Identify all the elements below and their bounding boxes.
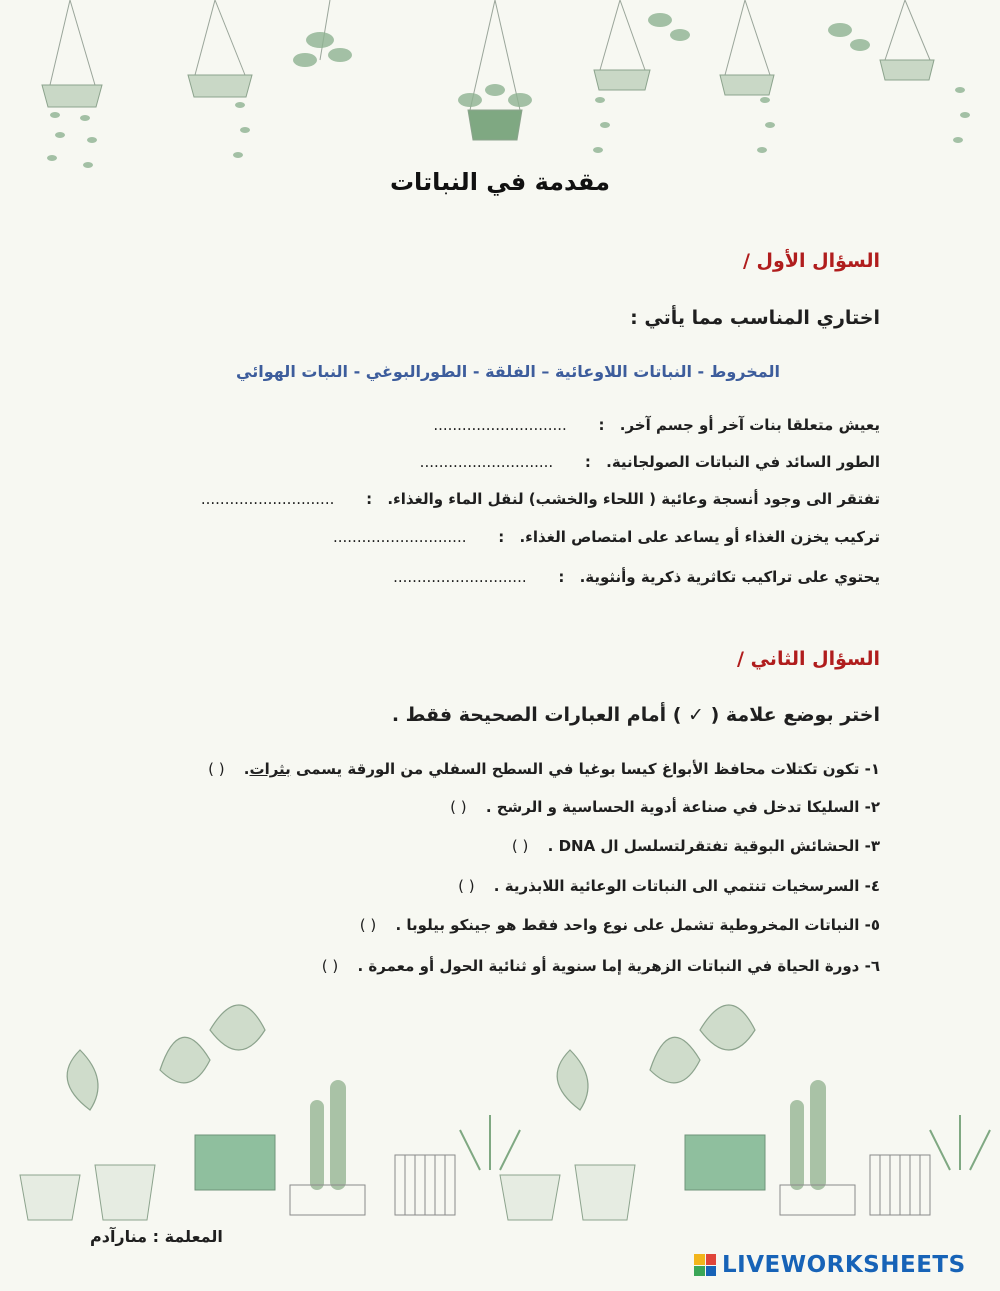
answer-box[interactable]: ( ) bbox=[511, 837, 529, 855]
answer-blank[interactable]: ............................ bbox=[393, 568, 527, 586]
choice-bank: المخروط - النباتات اللاوعائية – الفلقة - الطورالبوغي - النبات الهوائي bbox=[236, 362, 780, 381]
answer-blank[interactable]: ............................ bbox=[200, 490, 335, 508]
fill-item-4 bbox=[333, 528, 880, 546]
fill-separator: : bbox=[584, 453, 591, 471]
instruction-part: اختر بوضع علامة bbox=[725, 704, 880, 726]
item-text: دورة الحياة في النباتات الزهرية إما سنوية أو ثنائية الحول أو معمرة . bbox=[357, 957, 860, 975]
brand-logo bbox=[694, 1252, 966, 1278]
checkmark-icon: ( ✓ ) bbox=[672, 704, 720, 726]
brand-name: LIVEWORKSHEETS bbox=[722, 1252, 966, 1278]
question-2-heading: السؤال الثاني / bbox=[737, 648, 880, 670]
item-number: ٤- bbox=[864, 877, 880, 895]
answer-box[interactable]: ( ) bbox=[450, 798, 467, 816]
item-text: السرسخيات تنتمي الى النباتات الوعائية اللابذرية . bbox=[493, 877, 860, 895]
fill-separator: : bbox=[598, 416, 605, 434]
answer-blank[interactable]: ............................ bbox=[433, 416, 567, 434]
page-title: مقدمة في النباتات bbox=[389, 168, 611, 196]
fill-item-text: يحتوي على تراكيب تكاثرية ذكرية وأنثوية. bbox=[579, 568, 880, 586]
instruction-part: أمام العبارات الصحيحة فقط . bbox=[391, 704, 667, 726]
tf-item-2 bbox=[450, 798, 880, 816]
tf-item-1 bbox=[208, 760, 880, 778]
fill-separator: : bbox=[498, 528, 505, 546]
item-number: ٦- bbox=[864, 957, 880, 975]
underlined-term: بثرات bbox=[249, 760, 291, 778]
fill-separator: : bbox=[366, 490, 373, 508]
fill-item-text: تركيب يخزن الغذاء أو يساعد على امتصاص الغذاء. bbox=[519, 528, 880, 546]
item-number: ٢- bbox=[864, 798, 880, 816]
teacher-name: المعلمة : منارآدم bbox=[90, 1227, 223, 1246]
item-number: ٣- bbox=[864, 837, 880, 855]
answer-box[interactable]: ( ) bbox=[359, 916, 377, 934]
fill-item-text: تفتقر الى وجود أنسجة وعائية ( اللحاء والخشب) لنقل الماء والغذاء. bbox=[387, 490, 880, 508]
fill-item-2 bbox=[420, 453, 880, 471]
answer-box[interactable]: ( ) bbox=[321, 957, 339, 975]
item-text: تكون تكتلات محافظ الأبواغ كيسا بوغيا في السطح السفلي من الورقة يسمى bbox=[296, 760, 860, 778]
potted-plants-decoration bbox=[0, 990, 1000, 1230]
tf-item-5 bbox=[360, 916, 880, 934]
item-text: الحشائش البوقية تفتقرلتسلسل ال DNA . bbox=[547, 837, 860, 855]
item-number: ١- bbox=[864, 760, 880, 778]
tf-item-6 bbox=[322, 957, 880, 975]
fill-item-text: الطور السائد في النباتات الصولجانية. bbox=[606, 453, 880, 471]
item-text: النباتات المخروطية تشمل على نوع واحد فقط هو جينكو بيلوبا . bbox=[395, 916, 860, 934]
answer-box[interactable]: ( ) bbox=[458, 877, 475, 895]
fill-item-1 bbox=[433, 416, 880, 434]
fill-separator: : bbox=[558, 568, 565, 586]
answer-box[interactable]: ( ) bbox=[208, 760, 225, 778]
fill-item-5 bbox=[393, 568, 880, 586]
tf-item-3 bbox=[512, 837, 880, 855]
item-number: ٥- bbox=[864, 916, 880, 934]
item-text-end: . bbox=[243, 760, 250, 778]
question-1-instruction: اختاري المناسب مما يأتي : bbox=[630, 307, 880, 329]
answer-blank[interactable]: ............................ bbox=[332, 528, 467, 546]
fill-item-text: يعيش متعلقا بنات آخر أو جسم آخر. bbox=[619, 416, 880, 434]
question-1-heading: السؤال الأول / bbox=[742, 250, 880, 272]
question-2-instruction bbox=[392, 704, 880, 726]
answer-blank[interactable]: ............................ bbox=[419, 453, 554, 471]
fill-item-3 bbox=[201, 490, 880, 508]
item-text: السليكا تدخل في صناعة أدوية الحساسية و الرشح . bbox=[485, 798, 860, 816]
brand-mark-icon bbox=[694, 1254, 716, 1276]
tf-item-4 bbox=[458, 877, 880, 895]
